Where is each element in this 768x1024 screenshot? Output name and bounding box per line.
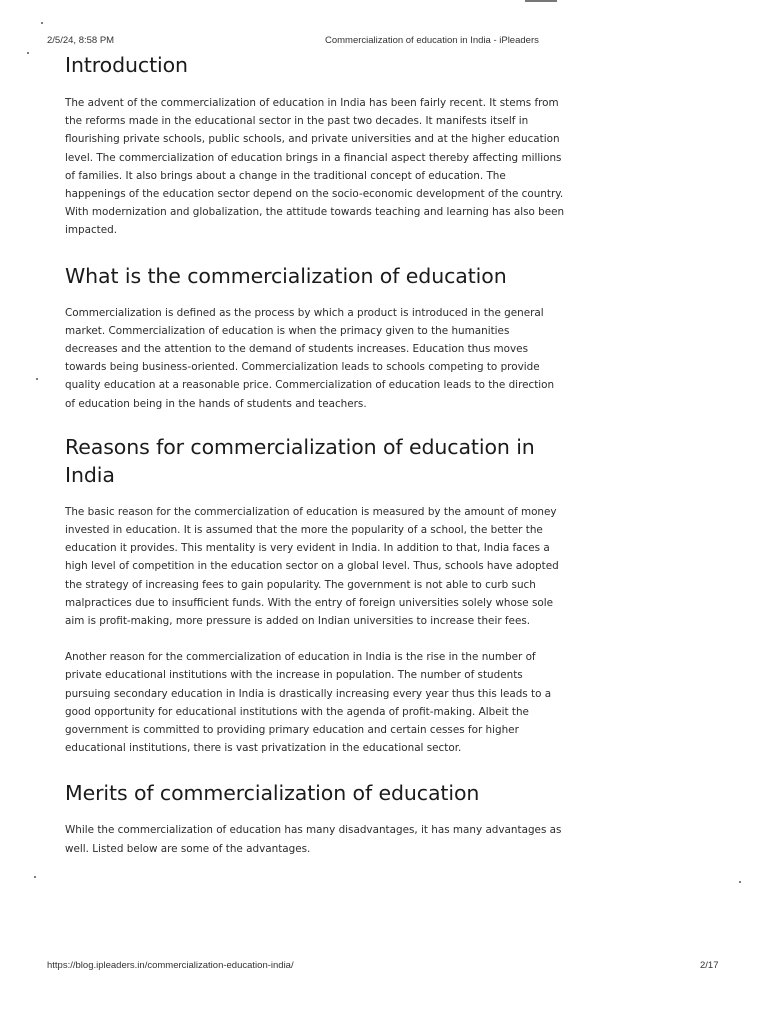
heading-introduction: Introduction [65,53,188,77]
scan-speck [41,22,43,24]
paragraph-reasons-2: Another reason for the commercialization of education in India is the rise in the number of private educational institutions with the increase in population. The number of students pursuing secondary education in India is drastically increasing every year thus this leads to a good opportunity for educational institutions with the agenda of profit-making. Albeit the government is committed to providing primary education and certain cesses for higher educational institutions, there is vast privatization in the educational sector. [65,651,552,755]
print-page-title: Commercialization of education in India - iPleaders [325,35,539,46]
scan-speck [34,876,36,878]
paragraph-introduction: The advent of the commercialization of education in India has been fairly recent. It stems from the reforms made in the educational sector in the past two decades. It manifests itself in flourishing private schools, public schools, and private universities and at the higher education level. The commercialization of education brings in a financial aspect thereby affecting millions of families. It also brings about a change in the traditional concept of education. The happenings of the education sector depend on the socio-economic development of the country. With modernization and globalization, the attitude towards teaching and learning has also been impacted. [65,97,565,237]
scan-speck [36,378,38,380]
page-number: 2/17 [700,960,719,971]
print-footer [0,960,768,974]
heading-reasons: Reasons for commercialization of education in India [65,434,535,487]
paragraph-merits: While the commercialization of education has many disadvantages, it has many advantages as well. Listed below are some of the advantages. [65,824,562,855]
scan-mark [525,0,557,2]
scan-speck [739,881,741,883]
heading-what-is-commercialization: What is the commercialization of education [65,263,507,288]
paragraph-reasons-1: The basic reason for the commercialization of education is measured by the amount of money invested in education. It is assumed that the more the popularity of a school, the better the education it provides. This mentality is very evident in India. In addition to that, India faces a high level of competition in the education sector on a global level. Thus, schools have adopted the strategy of increasing fees to gain popularity. The government is not able to curb such malpractices due to insufficient funds. With the entry of foreign universities solely whose sole aim is profit-making, more pressure is added on Indian universities to increase their fees. [65,505,559,628]
print-date: 2/5/24, 8:58 PM [47,35,115,46]
article-body [65,52,565,858]
print-header [0,35,768,49]
paragraph-what-is-commercialization: Commercialization is defined as the process by which a product is introduced in the general market. Commercialization of education is when the primacy given to the humanities decreases and the attention to the demand of students increases. Education thus moves towards being business-oriented. Commercialization leads to schools competing to provide quality education at a reasonable price. Commercialization of education leads to the direction of education being in the hands of students and teachers. [65,306,555,410]
scan-speck [27,52,29,54]
print-url: https://blog.ipleaders.in/commercialization-education-india/ [47,960,294,971]
heading-merits: Merits of commercialization of education [65,781,480,806]
